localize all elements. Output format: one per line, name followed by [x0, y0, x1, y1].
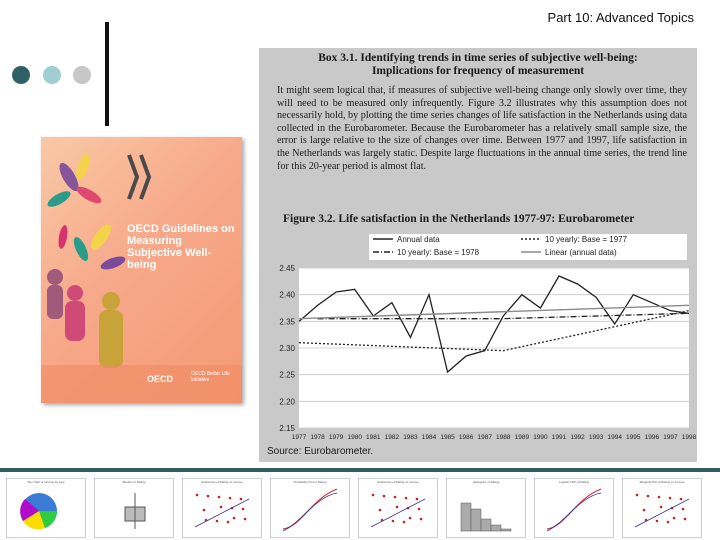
x-tick-label: 1987 — [477, 434, 492, 441]
box-heading-line2: Implications for frequency of measurement — [371, 65, 585, 77]
chart-thumbnail — [182, 478, 262, 538]
document-excerpt — [259, 48, 697, 462]
cover-title: OECD Guidelines on Measuring Subjective Well-being — [127, 223, 235, 271]
chart-thumbnail — [6, 478, 86, 538]
chart-legend — [369, 234, 687, 260]
chart-thumbnail — [358, 478, 438, 538]
x-tick-label: 1997 — [663, 434, 678, 441]
x-tick-label: 1993 — [588, 434, 604, 441]
decor-dot-dark — [12, 66, 30, 84]
thumbnail-graphic — [447, 479, 525, 537]
chart-thumbnail — [534, 478, 614, 538]
thumbnail-title: Scatterplot of Rating vs Income — [377, 480, 419, 484]
box-heading — [259, 52, 697, 78]
thumbnail-title: Histogram of Rating — [472, 480, 500, 484]
x-tick-label: 1981 — [366, 434, 381, 441]
x-tick-label: 1995 — [626, 434, 641, 441]
x-tick-label: 1979 — [328, 434, 344, 441]
x-tick-label: 1982 — [384, 434, 400, 441]
book-cover-image — [41, 137, 242, 403]
thumbnail-graphic — [535, 479, 613, 537]
x-tick-label: 1983 — [403, 434, 418, 441]
x-tick-label: 1978 — [310, 434, 325, 441]
decor-dot-grey — [73, 66, 91, 84]
x-tick-label: 1984 — [421, 434, 437, 441]
x-tick-label: 1980 — [347, 434, 362, 441]
thumbnail-graphic — [183, 479, 261, 537]
chart-grid — [299, 268, 689, 428]
x-tick-label: 1988 — [496, 434, 511, 441]
figure-title: Figure 3.2. Life satisfaction in the Netherlands 1977-97: Eurobarometer — [283, 213, 635, 225]
thumbnail-title: Scatterplot of Rating vs Income — [201, 480, 243, 484]
thumbnail-graphic — [271, 479, 349, 537]
legend-label: Annual data — [397, 235, 440, 244]
thumbnail-title: Pie Chart of Income by type — [27, 480, 65, 484]
y-tick-label: 2.25 — [279, 370, 295, 380]
x-tick-label: 1992 — [570, 434, 585, 441]
figure-source: Source: Eurobarometer. — [267, 446, 374, 457]
thumbnail-title: Marginal Plot of Rating vs Income — [639, 480, 685, 484]
box-body-text: It might seem logical that, if measures of subjective well-being change only slowly over time, they will need to be measured only infrequently. Figure 3.2 illustrates why this assumption does not necessarily hold, by plotting the time series changes of life satisfaction in the Netherlands using data collected in the Eurobarometer. Because the Eurobarometer has a relatively small sample size, the error is large relative to the size of changes over time. Between 1977 and 1997, life satisfaction in the Netherlands was largely static. Despite large fluctuations in the annual time series, the trend line for this 20-year period is almost flat. — [277, 85, 687, 172]
better-life-logo: OECD Better Life Initiative — [191, 371, 230, 383]
y-tick-label: 2.40 — [279, 290, 295, 300]
bottom-divider — [0, 468, 720, 472]
thumbnail-graphic — [7, 479, 85, 537]
x-tick-label: 1994 — [607, 434, 622, 441]
thumbnail-title: Probability Plot of Rating — [293, 480, 327, 484]
y-axis-ticks — [279, 264, 295, 433]
oecd-logo: OECD — [147, 374, 174, 384]
life-satisfaction-chart — [259, 228, 697, 444]
slide-title: Part 10: Advanced Topics — [547, 10, 694, 25]
decor-dot-teal — [43, 66, 61, 84]
y-tick-label: 2.15 — [279, 424, 295, 433]
x-tick-label: 1990 — [533, 434, 548, 441]
thumbnail-title: Logistic CDF of Rating — [558, 480, 589, 484]
title-divider — [105, 22, 109, 126]
legend-label: Linear (annual data) — [545, 248, 617, 257]
thumbnail-graphic — [359, 479, 437, 537]
x-axis-ticks — [292, 434, 697, 441]
chart-thumbnail — [94, 478, 174, 538]
chart-thumbnail — [622, 478, 702, 538]
legend-label: 10 yearly: Base = 1978 — [397, 248, 480, 257]
y-tick-label: 2.45 — [279, 264, 295, 273]
chart-thumbnail — [446, 478, 526, 538]
x-tick-label: 1986 — [458, 434, 474, 441]
x-tick-label: 1996 — [644, 434, 660, 441]
x-tick-label: 1991 — [551, 434, 567, 441]
x-tick-label: 1998 — [681, 434, 697, 441]
chart-thumbnail — [270, 478, 350, 538]
legend-label: 10 yearly: Base = 1977 — [545, 235, 628, 244]
y-tick-label: 2.35 — [279, 317, 295, 327]
x-tick-label: 1985 — [440, 434, 455, 441]
x-tick-label: 1977 — [291, 434, 307, 441]
y-tick-label: 2.20 — [279, 397, 295, 407]
box-heading-line1: Box 3.1. Identifying trends in time series of subjective well-being: — [318, 52, 638, 64]
thumbnail-graphic — [623, 479, 701, 537]
x-tick-label: 1989 — [514, 434, 530, 441]
thumbnail-graphic — [95, 479, 173, 537]
y-tick-label: 2.30 — [279, 344, 295, 353]
thumbnail-title: Boxplot of Rating — [122, 480, 146, 484]
